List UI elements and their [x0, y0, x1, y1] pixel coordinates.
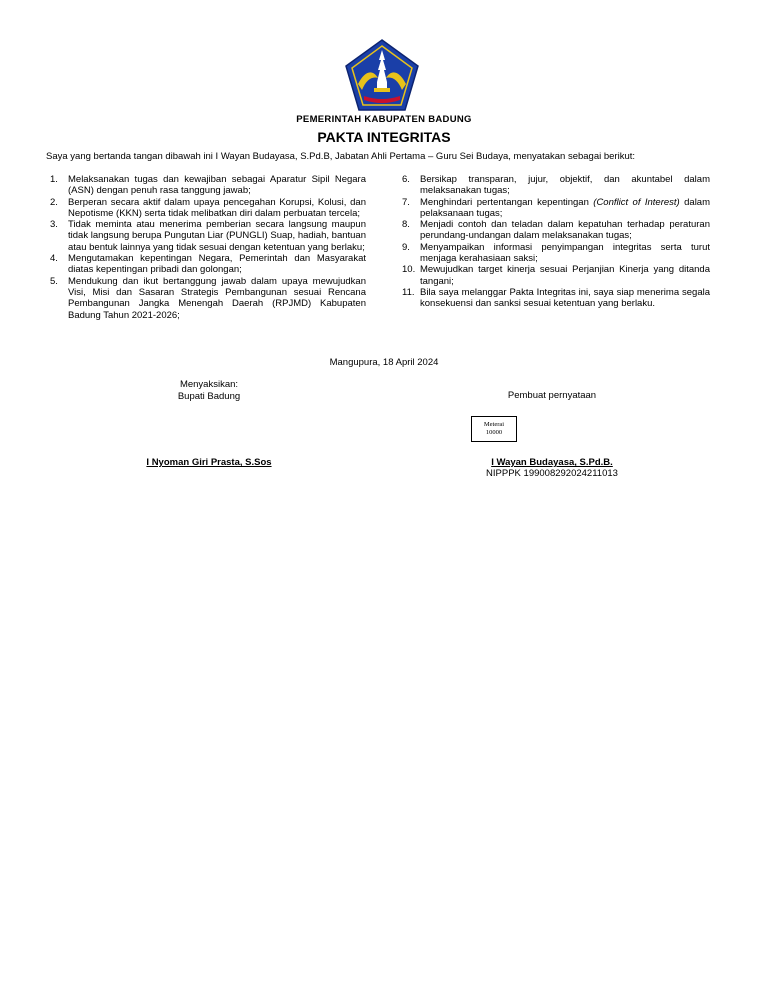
list-item: 7. Menghindari pertentangan kepentingan (Conflict of Interest) dalam pelaksanaan tugas; — [402, 196, 711, 219]
witness-name: I Nyoman Giri Prasta, S.Sos — [146, 457, 272, 468]
document-title: PAKTA INTEGRITAS — [317, 129, 451, 145]
witness-position: Bupati Badung — [177, 391, 241, 402]
list-item: 3. Tidak meminta atau menerima pemberian secara langsung maupun tidak langsung berupa Pungutan Liar (PUNGLI) Suap, hadiah, bantuan atau bentuk lainnya yang tidak sesuai dengan ketentuan yang berlaku; — [50, 219, 366, 253]
stamp-duty-box: Meterai 10000 — [471, 416, 517, 442]
list-item: 2. Berperan secara aktif dalam upaya pencegahan Korupsi, Kolusi, dan Nepotisme (KKN) serta tidak melibatkan diri dalam perbuatan tercela; — [50, 196, 366, 219]
declarant-nip: NIPPPK 199008292024211013 — [486, 468, 618, 479]
badung-emblem-logo — [344, 38, 420, 114]
list-item: 5. Mendukung dan ikut bertanggung jawab dalam upaya mewujudkan Visi, Misi dan Sasaran Strategis Pembangunan sesuai Rencana Pembangunan Jangka Menengah Daerah (RPJMD) Kabupaten Badung Tahun 2021-2026; — [50, 275, 366, 321]
witness-block — [109, 379, 309, 403]
list-item: 4. Mengutamakan kepentingan Negara, Pemerintah dan Masyarakat diatas kepentingan pribadi dan golongan; — [50, 253, 366, 276]
list-item: 8. Menjadi contoh dan teladan dalam kepatuhan terhadap peraturan perundang-undangan dalam melaksanakan tugas; — [402, 219, 710, 242]
declarant-label: Pembuat pernyataan — [507, 390, 597, 401]
commitments-right-column — [402, 174, 710, 310]
list-item: 10. Mewujudkan target kinerja sesuai Perjanjian Kinerja yang ditanda tangani; — [402, 264, 710, 287]
list-item: 11. Bila saya melanggar Pakta Integritas ini, saya siap menerima segala konsekuensi dan sanksi sesuai ketentuan yang berlaku. — [402, 286, 710, 310]
government-heading: PEMERINTAH KABUPATEN BADUNG — [296, 114, 472, 125]
declarant-name: I Wayan Budayasa, S.Pd.B. — [491, 457, 613, 468]
list-item: 1. Melaksanakan tugas dan kewajiban sebagai Aparatur Sipil Negara (ASN) dengan penuh rasa tanggung jawab; — [50, 174, 366, 197]
place-date: Mangupura, 18 April 2024 — [329, 357, 439, 368]
list-item: 9. Menyampaikan informasi penyimpangan integritas serta turut menjaga kerahasiaan saksi; — [402, 241, 710, 265]
witness-label: Menyaksikan: — [179, 379, 239, 390]
list-item: 6. Bersikap transparan, jujur, objektif, dan akuntabel dalam melaksanakan tugas; — [402, 174, 710, 197]
commitments-left-column — [50, 174, 366, 321]
intro-statement: Saya yang bertanda tangan dibawah ini I Wayan Budayasa, S.Pd.B, Jabatan Ahli Pertama – Guru Sei Budaya, menyatakan sebagai berikut: — [46, 151, 636, 162]
